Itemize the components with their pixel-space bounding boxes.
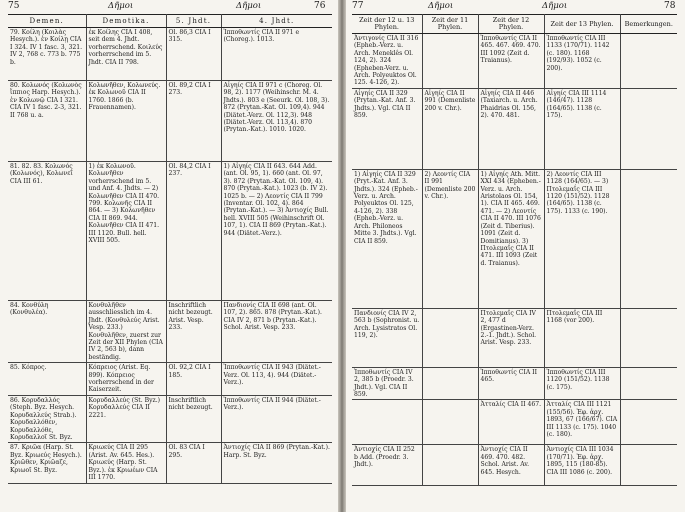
table-row — [8, 301, 332, 363]
table-cell: 84. Κονθύλη (Κονθυλέα). — [8, 301, 86, 363]
table-cell: 2) Λεοντίς CIA II 991 (Demenliste 200 v. Chr.). — [422, 169, 478, 308]
table-row — [8, 162, 332, 301]
table-cell: Αἰγηίς CIA II 446 (Taxiarch. u. Arch. Phaidrias Ol. 156, 2). 470. 481. — [478, 88, 544, 169]
table-cell: Ἀντιοχίς CIA II 869 (Prytan.-Kat.). Harp. St. Byz. — [221, 443, 332, 484]
table-cell: Inschriftlich nicht bezeugt. — [166, 395, 221, 442]
table-cell — [620, 88, 677, 169]
table-row — [352, 169, 677, 308]
table-cell: Ol. 89,2 CIA I 273. — [166, 81, 221, 162]
table-cell: Ἱπποθωντίς CIA II 465. — [478, 367, 544, 400]
table-cell: Κριωεύς CIA II 295 (Arist. Av. 645. Hes.). Κριωεύς (Harp. St. Byz.). ἐκ Κριωέων CIA III 1770. — [86, 443, 166, 484]
book-gutter — [338, 0, 346, 512]
table-cell: 80. Κολωνός (Κολωνὸς ἵππιος Harp. Hesych.). ἐν Κολωνῷ CIA I 321. CIA IV 1 fasc. 2-3, 321. II 768 u. a. — [8, 81, 86, 162]
table-cell: 1) Αἰγηίς CIA II 643. 644 Add. (ant. Ol. 95, 1). 660 (ant. Ol. 97, 3). 872 (Prytan.-Kat. Ol. 109, 4). 870 (Prytan.-Kat.). 1023 (b. IV 2). 1025 b. — 2) Λεοντίς CIA II 799 (Inventar. Ol. 102, 4). 864 (Prytan.-Kat.). — 3) Ἀντιοχίς Bull. hell. XVIII 505 (Weihinschrift Ol. 107, 1). CIA II 869 (Prytan.-Kat.). 944 (Diätet.-Verz.). — [221, 162, 332, 301]
table-cell: ἐκ Κοίλης CIA I 408, seit dem 4. Jhdt. vorherrschend. Κοιλεύς vorherrschend im 5. Jhdt. CIA II 798. — [86, 28, 166, 81]
table-cell: 2) Λεοντίς CIA III 1128 (164/65). — 3) Πτολεμαΐς CIA III 1120 (151/52). 1128 (164/65). 1138 (c. 175). 1133 (c. 190). — [544, 169, 620, 308]
table-cell — [422, 400, 478, 445]
table-cell: Κόπρειος (Arist. Eq. 899). Κόπρειος vorherrschend in der Kaiserzeit. — [86, 363, 166, 396]
table-cell: Ol. 92,2 CIA I 185. — [166, 363, 221, 396]
table-cell: Ἱπποθωντίς CIA III 1120 (151/52). 1138 (c. 175). — [544, 367, 620, 400]
table-cell: Ol. 83 CIA I 295. — [166, 443, 221, 484]
table-cell: 1) ἐκ Κολωνοῦ. Κολωνῆθεν vorherrschend im 5. und Anf. 4. Jhdts. — 2) Κολωνῆθεν CIA II 470. 799. Κολωνῆς CIA II 864. — 3) Κολωνῆθεν CIA II 869. 944. Κολωνῆθεν CIA II 471. III 1120. Bull. hell. XVIII 505. — [86, 162, 166, 301]
table-cell: Αἰγηίς CIA II 329 (Prytan.-Kat. Anf. 3. Jhdts.). Vgl. CIA II 859. — [352, 88, 422, 169]
phylen-table-right — [352, 14, 677, 486]
table-cell: Πτολεμαΐς CIA III 1168 (vor 200). — [544, 308, 620, 367]
table-cell: Ἀντιοχίς CIA II 252 b Add. (Proedr. 3. Jhdt.). — [352, 445, 422, 486]
column-header: 4. Jhdt. — [221, 15, 332, 28]
table-row — [352, 308, 677, 367]
column-header: Bemerkungen. — [620, 15, 677, 34]
table-cell — [422, 445, 478, 486]
table-cell: Κολωνῆθεν, Κολωνεύς. ἐκ Κολωνοῦ CIA II 1760. 1866 (b. Frauennamen). — [86, 81, 166, 162]
table-cell: Ἀντιγονίς CIA II 316 (Epheb.-Verz. u. Arch. Meneklês Ol. 124, 2). 324 (Epheben-Verz. u. Arch. Polyeuktos Ol. 125. 4-126, 2). — [352, 34, 422, 89]
table-row — [352, 367, 677, 400]
table-cell: Κονθυλῆθεν ausschliesslich im 4. Jhdt. (Κονθυλεύς Arist. Vesp. 233.) Κονθυλῆθεν, zuerst zur Zeit der XII Phylen (CIA IV 2, 563 b), dann beständig. — [86, 301, 166, 363]
table-cell: Κορυδαλλεύς (St. Byz.) Κορυδαλλεύς CIA II 2221. — [86, 395, 166, 442]
right-page — [346, 0, 685, 512]
table-row — [8, 28, 332, 81]
table-cell: 1) Αἰγηίς CIA II 329 (Pryt.-Kat. Anf. 3. Jhdts.). 324 (Epheb.-Verz. u. Arch. Polyeuktos Ol. 125, 4-126, 2). 338 (Epheb.-Verz. u. Arch. Philoneos Mitte 3. Jhdts.). Vgl. CIA II 859. — [352, 169, 422, 308]
column-header: Demotika. — [86, 15, 166, 28]
table-cell — [422, 308, 478, 367]
demen-table-left — [8, 14, 332, 484]
table-row — [352, 400, 677, 445]
table-cell — [352, 400, 422, 445]
table-row — [8, 443, 332, 484]
table-cell: Inschriftlich nicht bezeugt. Arist. Vesp. 233. — [166, 301, 221, 363]
table-cell — [422, 367, 478, 400]
table-row — [352, 88, 677, 169]
table-cell: 79. Κοίλη (Κοιλὰς Hesych.). ἐν Κοίλῃ CIA I 324. IV 1 fasc. 3, 321. IV 2, 768 c. 773 b. 775 b. — [8, 28, 86, 81]
table-cell — [422, 34, 478, 89]
table-cell: Πανδιονίς CIA II 698 (ant. Ol. 107, 2). 865. 878 (Prytan.-Kat.). CIA IV 2, 871 b (Prytan.-Kat.). Schol. Arist. Vesp. 233. — [221, 301, 332, 363]
table-cell: Ἱπποθωντίς CIA III 1133 (170/71). 1142 (c. 180). 1168 (192/93). 1052 (c. 200). — [544, 34, 620, 89]
column-header: Zeit der 11 Phylen. — [422, 15, 478, 34]
table-header-row — [352, 15, 677, 34]
table-row — [352, 34, 677, 89]
page-number-right: 78 — [664, 1, 676, 11]
table-row — [8, 395, 332, 442]
table-cell: Ἀτταλίς CIA II 467. — [478, 400, 544, 445]
table-cell: 87. Κριῶα (Harp. St. Byz. Κριωεύς Hesych.). Κριῶθεν, Κριῶαζε, Κριωοῖ St. Byz. — [8, 443, 86, 484]
page-number-left: 75 — [8, 1, 20, 11]
table-cell — [620, 169, 677, 308]
table-cell: Ἀντιοχίς CIA II 469. 470. 482. Schol. Arist. Av. 645. Hesych. — [478, 445, 544, 486]
table-cell: Αἰγηίς CIA II 991 (Demenliste 200 v. Chr.). — [422, 88, 478, 169]
table-row — [352, 445, 677, 486]
table-cell: Πανδιονίς CIA IV 2, 563 b (Sophronist. u. Arch. Lysistratos Ol. 119, 2). — [352, 308, 422, 367]
table-cell: 85. Κόπρος. — [8, 363, 86, 396]
table-cell: 86. Κορυδαλλός (Steph. Byz. Hesych. Κορυδαλλεύς Strab.). Κορυδαλλόθεν, Κορυδαλλόθε, Κορυδαλλοῖ St. Byz. — [8, 395, 86, 442]
table-cell: Ἱπποθωντίς CIA II 944 (Diätet.-Verz.). — [221, 395, 332, 442]
left-page — [0, 0, 338, 512]
table-cell: Ἱπποθωντίς CIA II 465. 467. 469. 470. III 1092 (Zeit d. Traianus). — [478, 34, 544, 89]
page-number-left-inner: 76 — [314, 1, 326, 11]
table-cell — [620, 34, 677, 89]
running-title-right: Δῆμοι — [542, 1, 568, 11]
table-cell: Ol. 84,2 CIA I 237. — [166, 162, 221, 301]
column-header: Demen. — [8, 15, 86, 28]
column-header: Zeit der 13 Phylen. — [544, 15, 620, 34]
table-cell: Αἰγηίς CIA II 971 c (Choreg. Ol. 98, 2). 1177 (Weihinschr. M. 4. Jhdts.). 803 e (Seeurk. Ol. 108, 3). 872 (Prytan.-Kat. Ol. 109,4). 944 (Diätet.-Verz. Ol. 112,3). 948 (Diätet.-Verz. Ol. 113,4). 870 (Prytan.-Kat.). 1010. 1020. — [221, 81, 332, 162]
table-row — [8, 363, 332, 396]
table-cell: Αἰγηίς CIA III 1114 (146/47). 1128 (164/65). 1138 (c. 175). — [544, 88, 620, 169]
running-title-left: Δῆμοι — [108, 1, 134, 11]
table-cell: Ἀντιοχίς CIA III 1034 (170/71). Ἐφ. ἀρχ. 1895, 115 (180-85). CIA III 1086 (c. 200). — [544, 445, 620, 486]
column-header: Zeit der 12 Phylen. — [478, 15, 544, 34]
table-cell — [620, 400, 677, 445]
table-cell — [620, 445, 677, 486]
table-row — [8, 81, 332, 162]
table-cell: 1) Αἰγηίς Ath. Mitt. XXI 434 (Epheben.-Verz. u. Arch. Aristolaos Ol. 154, 1). CIA II 465. 469. 471. — 2) Λεοντίς CIA II 470. III 1076 (Zeit d. Tiberius). 1091 (Zeit d. Domitianus). 3) Πτολεμαΐς CIA II 471. III 1093 (Zeit d. Traianus). — [478, 169, 544, 308]
table-cell: Ἀτταλίς CIA III 1121 (155/56). Ἐφ. ἀρχ. 1893, 67 (166/67). CIA III 1133 (c. 175). 1040 (c. 180). — [544, 400, 620, 445]
table-cell: Ol. 86,3 CIA I 315. — [166, 28, 221, 81]
table-cell — [620, 308, 677, 367]
table-cell — [620, 367, 677, 400]
table-cell: Ἱπποθωντίς CIA IV 2, 385 b (Proedr. 3. Jhdt.). Vgl. CIA II 859. — [352, 367, 422, 400]
running-title-left-inner: Δῆμοι — [236, 1, 262, 11]
column-header: 5. Jhdt. — [166, 15, 221, 28]
table-cell: Ἱπποθωντίς CIA II 971 e (Choreg.). 1013. — [221, 28, 332, 81]
running-title-right-inner: Δῆμοι — [428, 1, 454, 11]
page-number-right-inner: 77 — [352, 1, 364, 11]
column-header: Zeit der 12 u. 13 Phylen. — [352, 15, 422, 34]
table-header-row — [8, 15, 332, 28]
table-cell: Ἱπποθωντίς CIA II 943 (Diätet.-Verz. Ol. 113, 4). 944 (Diätet.-Verz.). — [221, 363, 332, 396]
table-cell: Πτολεμαΐς CIA IV 2, 477 d (Ergastinen-Verz. 2.-1. Jhdt.). Schol. Arist. Vesp. 233. — [478, 308, 544, 367]
table-cell: 81. 82. 83. Κολωνός (Κολωνός), Κολωνεῖ CIA III 61. — [8, 162, 86, 301]
